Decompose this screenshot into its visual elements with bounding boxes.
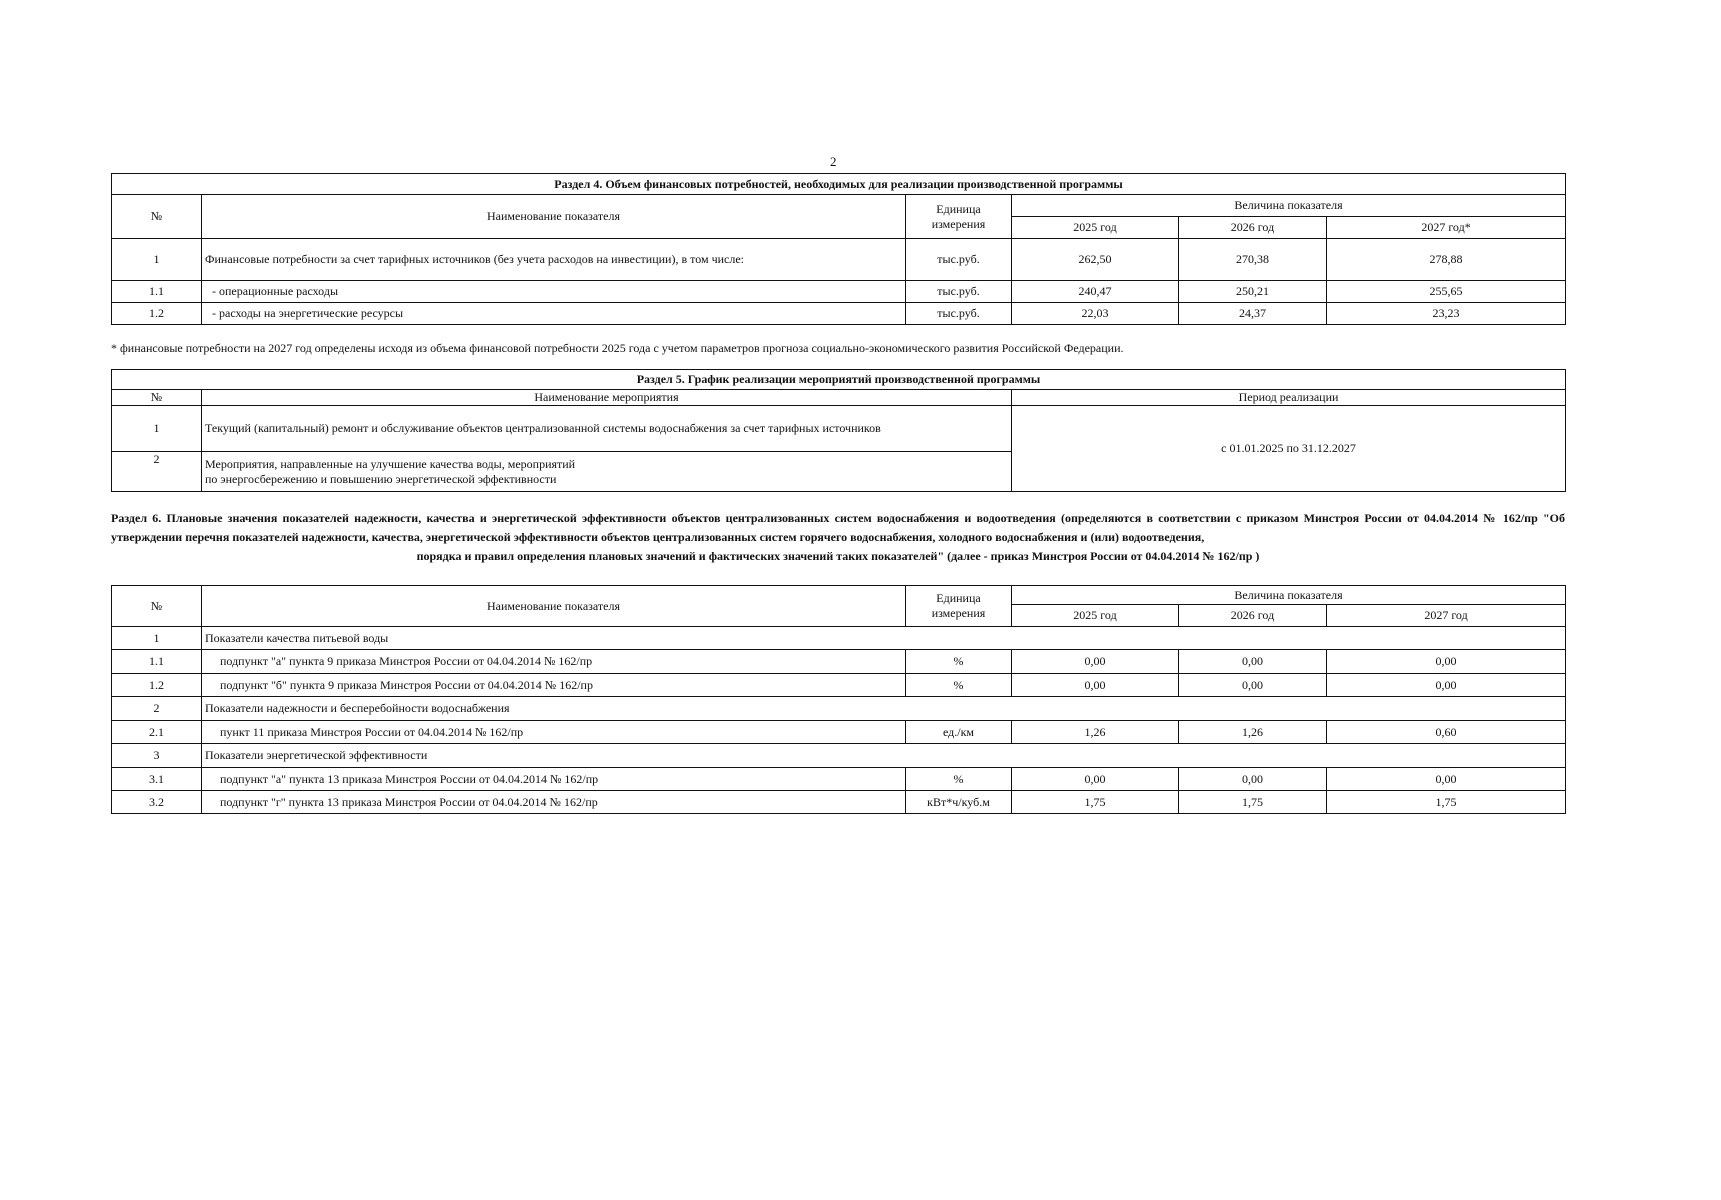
table-row — [112, 650, 1566, 674]
header-value: Величина показателя — [1012, 586, 1566, 605]
table-row — [112, 721, 1566, 744]
table-row — [112, 674, 1566, 697]
row-value-2026: 0,00 — [1179, 674, 1327, 697]
section6-table — [111, 585, 1565, 814]
header-year-2025: 2025 год — [1012, 217, 1179, 239]
header-year-2027: 2027 год* — [1327, 217, 1566, 239]
row-unit: % — [906, 768, 1012, 791]
row-value-2026: 1,75 — [1179, 791, 1327, 814]
row-value-2025: 262,50 — [1012, 239, 1179, 281]
row-value-2027: 278,88 — [1327, 239, 1566, 281]
section5-table — [111, 369, 1565, 492]
row-name: Финансовые потребности за счет тарифных источников (без учета расходов на инвестиции), в том числе: — [202, 239, 906, 281]
header-num: № — [112, 195, 202, 239]
table-row — [112, 303, 1566, 325]
row-value-2026: 24,37 — [1179, 303, 1327, 325]
header-unit: Единица измерения — [906, 586, 1012, 627]
header-year-2026: 2026 год — [1179, 217, 1327, 239]
row-num: 3.2 — [112, 791, 202, 814]
row-num: 1.1 — [112, 650, 202, 674]
header-value: Величина показателя — [1012, 195, 1566, 217]
row-num: 2.1 — [112, 721, 202, 744]
row-name: подпункт "а" пункта 13 приказа Минстроя России от 04.04.2014 № 162/пр — [202, 768, 906, 791]
section4-footnote: * финансовые потребности на 2027 год определены исходя из объема финансовой потребности 2025 года с учетом параметров прогноза социально-экономического развития Российской Федерации. — [111, 341, 1124, 355]
header-year-2027: 2027 год — [1327, 605, 1566, 627]
row-num: 3.1 — [112, 768, 202, 791]
row-value-2027: 0,00 — [1327, 650, 1566, 674]
row-value-2027: 0,60 — [1327, 721, 1566, 744]
row-value-2026: 250,21 — [1179, 281, 1327, 303]
row-value-2025: 0,00 — [1012, 674, 1179, 697]
table-row — [112, 281, 1566, 303]
group-row — [112, 744, 1566, 768]
row-value-2025: 22,03 — [1012, 303, 1179, 325]
section6-title-main: Раздел 6. Плановые значения показателей надежности, качества и энергетической эффективности объектов централизованных систем водоснабжения и водоотведения (определяются в соответствии с приказом Минстроя России от 04.04.2014 № 162/пр "Об утверждении перечня показателей надежности, качества, энергетической эффективности объектов централизованных систем горячего водоснабжения, холодного водоснабжения и (или) водоотведения, — [111, 511, 1565, 544]
table-row — [112, 239, 1566, 281]
row-value-2025: 1,75 — [1012, 791, 1179, 814]
header-name: Наименование мероприятия — [202, 390, 1012, 406]
row-value-2025: 0,00 — [1012, 768, 1179, 791]
row-unit: тыс.руб. — [906, 239, 1012, 281]
header-num: № — [112, 390, 202, 406]
row-value-2026: 0,00 — [1179, 650, 1327, 674]
group-num: 3 — [112, 744, 202, 768]
header-year-2025: 2025 год — [1012, 605, 1179, 627]
row-value-2026: 1,26 — [1179, 721, 1327, 744]
row-value-2026: 0,00 — [1179, 768, 1327, 791]
row-unit: тыс.руб. — [906, 303, 1012, 325]
row-unit: кВт*ч/куб.м — [906, 791, 1012, 814]
row-unit: % — [906, 674, 1012, 697]
row-value-2026: 270,38 — [1179, 239, 1327, 281]
header-period: Период реализации — [1012, 390, 1566, 406]
row-num: 1.1 — [112, 281, 202, 303]
row-name: подпункт "б" пункта 9 приказа Минстроя России от 04.04.2014 № 162/пр — [202, 674, 906, 697]
row-name: Текущий (капитальный) ремонт и обслуживание объектов централизованной системы водоснабжения за счет тарифных источников — [202, 406, 1012, 452]
row-name: подпункт "а" пункта 9 приказа Минстроя России от 04.04.2014 № 162/пр — [202, 650, 906, 674]
section6-title-last: порядка и правил определения плановых значений и фактических значений таких показателей" (далее - приказ Минстроя России от 04.04.2014 № 162/пр ) — [416, 549, 1260, 563]
row-unit: % — [906, 650, 1012, 674]
page-number: 2 — [830, 154, 837, 169]
row-name: - расходы на энергетические ресурсы — [202, 303, 906, 325]
group-row — [112, 627, 1566, 650]
row-value-2027: 0,00 — [1327, 674, 1566, 697]
group-name: Показатели качества питьевой воды — [202, 627, 1566, 650]
row-num: 1 — [112, 406, 202, 452]
group-num: 1 — [112, 627, 202, 650]
row-value-2027: 1,75 — [1327, 791, 1566, 814]
row-name: подпункт "г" пункта 13 приказа Минстроя России от 04.04.2014 № 162/пр — [202, 791, 906, 814]
section5-title: Раздел 5. График реализации мероприятий производственной программы — [112, 370, 1566, 390]
row-value-2027: 0,00 — [1327, 768, 1566, 791]
group-name: Показатели надежности и бесперебойности водоснабжения — [202, 697, 1566, 721]
period-cell: с 01.01.2025 по 31.12.2027 — [1012, 406, 1566, 492]
row-unit: ед./км — [906, 721, 1012, 744]
row-value-2025: 0,00 — [1012, 650, 1179, 674]
row-name-line1: Мероприятия, направленные на улучшение качества воды, мероприятий — [205, 456, 576, 471]
header-num: № — [112, 586, 202, 627]
row-unit: тыс.руб. — [906, 281, 1012, 303]
table-row — [112, 791, 1566, 814]
row-name: пункт 11 приказа Минстроя России от 04.04.2014 № 162/пр — [202, 721, 906, 744]
section4-title: Раздел 4. Объем финансовых потребностей, необходимых для реализации производственной программы — [112, 174, 1566, 195]
header-name: Наименование показателя — [202, 586, 906, 627]
table-row — [112, 406, 1566, 452]
section4-table — [111, 173, 1565, 325]
row-value-2027: 23,23 — [1327, 303, 1566, 325]
group-num: 2 — [112, 697, 202, 721]
header-unit: Единица измерения — [906, 195, 1012, 239]
group-name: Показатели энергетической эффективности — [202, 744, 1566, 768]
row-name-line2: по энергосбережению и повышению энергетической эффективности — [205, 471, 557, 486]
row-name: - операционные расходы — [202, 281, 906, 303]
header-name: Наименование показателя — [202, 195, 906, 239]
row-value-2025: 240,47 — [1012, 281, 1179, 303]
row-name — [202, 452, 1012, 492]
header-year-2026: 2026 год — [1179, 605, 1327, 627]
row-num: 1.2 — [112, 674, 202, 697]
row-num: 1.2 — [112, 303, 202, 325]
row-value-2027: 255,65 — [1327, 281, 1566, 303]
table-row — [112, 768, 1566, 791]
group-row — [112, 697, 1566, 721]
section6-title — [111, 509, 1565, 566]
row-num: 1 — [112, 239, 202, 281]
row-num: 2 — [112, 452, 202, 492]
row-value-2025: 1,26 — [1012, 721, 1179, 744]
